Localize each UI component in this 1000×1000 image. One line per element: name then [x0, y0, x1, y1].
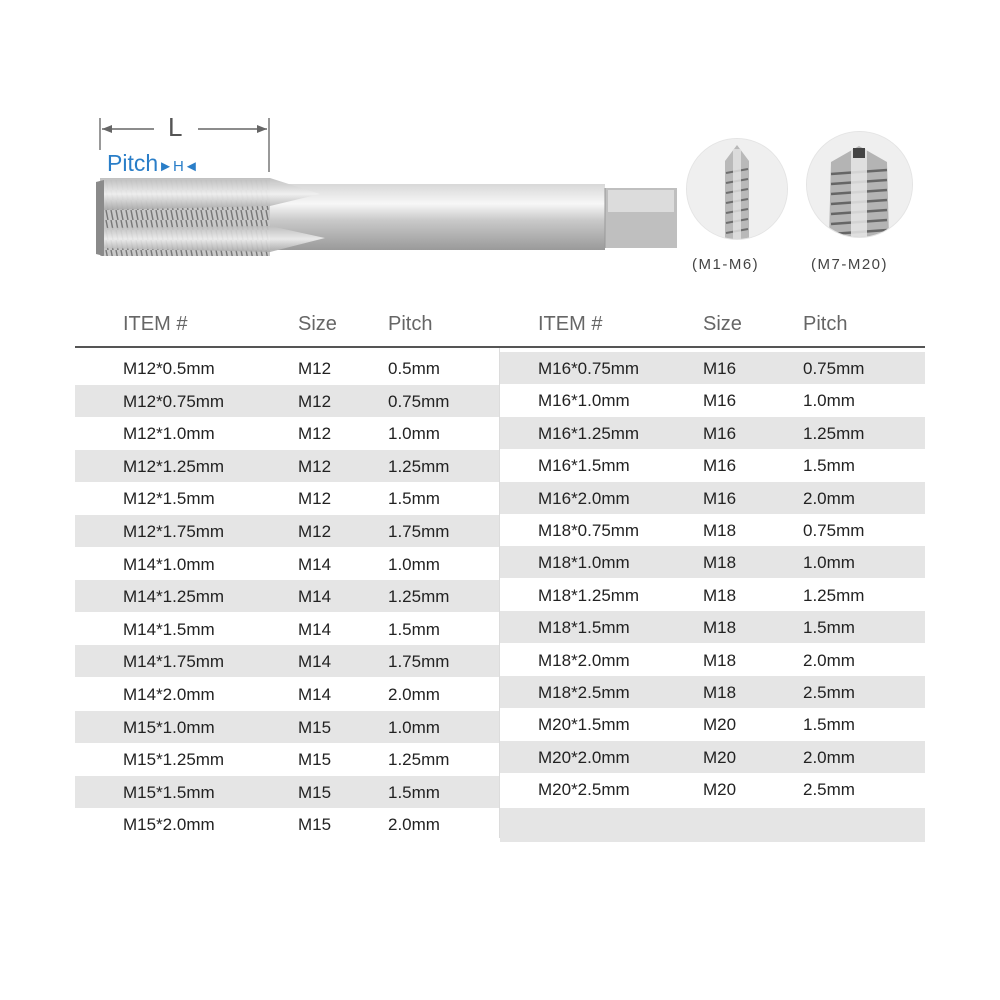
size-cell: M14: [298, 554, 332, 574]
item-cell: M15*1.25mm: [123, 750, 225, 770]
pitch-cell: 2.0mm: [388, 815, 440, 835]
size-cell: M15: [298, 750, 332, 770]
table-row-empty: [500, 808, 925, 842]
size-cell: M18: [703, 683, 737, 702]
table-row: [500, 546, 925, 578]
table-row: [500, 449, 925, 481]
table-row: [75, 352, 499, 384]
item-cell: M20*1.5mm: [538, 715, 630, 735]
item-cell: M14*1.75mm: [123, 652, 225, 672]
size-cell: M15: [298, 717, 332, 737]
item-cell: M15*1.0mm: [123, 717, 215, 737]
size-cell: M12: [298, 424, 332, 444]
table-row: [75, 645, 499, 677]
pitch-cell: 1.25mm: [388, 456, 450, 476]
header-item-right: ITEM #: [538, 313, 603, 335]
table-row: [500, 579, 925, 611]
table-row: [500, 676, 925, 708]
header-rule: [75, 346, 925, 348]
item-cell: M18*2.5mm: [538, 683, 630, 702]
table-row: [500, 352, 925, 384]
table-row: [75, 515, 499, 547]
item-cell: M16*1.0mm: [538, 391, 630, 411]
size-cell: M15: [298, 815, 332, 835]
table-header: [75, 313, 925, 347]
size-cell: M16: [703, 456, 737, 476]
item-cell: M16*1.25mm: [538, 423, 640, 443]
table-row: [75, 385, 499, 417]
item-cell: M14*1.25mm: [123, 587, 225, 607]
pitch-cell: 1.0mm: [388, 717, 440, 737]
header-size-right: Size: [703, 313, 742, 335]
item-cell: M18*2.0mm: [538, 650, 630, 670]
pitch-cell: 1.75mm: [388, 522, 450, 541]
size-cell: M20: [703, 780, 737, 800]
pitch-cell: 1.5mm: [803, 618, 855, 638]
table-row: [500, 611, 925, 643]
pitch-cell: 1.5mm: [388, 782, 440, 802]
pitch-cell: 1.25mm: [803, 423, 865, 443]
pitch-cell: 1.25mm: [388, 587, 450, 607]
header-item-left: ITEM #: [123, 313, 188, 335]
pitch-cell: 1.25mm: [388, 750, 450, 770]
table-row: [500, 741, 925, 773]
product-illustration: [0, 0, 1000, 300]
size-cell: M18: [703, 585, 737, 605]
pitch-cell: 2.5mm: [803, 780, 855, 800]
header-pitch-right: Pitch: [803, 313, 848, 335]
pitch-cell: 1.75mm: [388, 652, 450, 672]
pitch-cell: 0.75mm: [803, 359, 865, 378]
detail-range-large: (M7-M20): [811, 256, 889, 273]
table-row: [75, 417, 499, 449]
size-cell: M15: [298, 782, 332, 802]
size-cell: M18: [703, 521, 737, 540]
size-cell: M18: [703, 650, 737, 670]
size-cell: M14: [298, 685, 332, 704]
item-cell: M12*0.75mm: [123, 391, 225, 411]
size-cell: M12: [298, 359, 332, 378]
tap-tip-detail-large: [806, 131, 913, 238]
pitch-cell: 1.0mm: [388, 424, 440, 444]
item-cell: M14*1.0mm: [123, 554, 215, 574]
item-cell: M16*2.0mm: [538, 488, 630, 508]
table-row: [500, 482, 925, 514]
size-cell: M16: [703, 423, 737, 443]
item-cell: M12*1.5mm: [123, 489, 215, 509]
item-cell: M16*0.75mm: [538, 359, 640, 378]
table-row: [500, 417, 925, 449]
table-row: [75, 613, 499, 645]
table-row: [75, 743, 499, 775]
pitch-cell: 1.5mm: [388, 619, 440, 639]
item-cell: M12*0.5mm: [123, 359, 215, 378]
pitch-cell: 1.25mm: [803, 585, 865, 605]
size-cell: M12: [298, 522, 332, 541]
table-row: [500, 773, 925, 805]
pitch-cell: 1.5mm: [803, 456, 855, 476]
item-cell: M18*1.0mm: [538, 553, 630, 573]
pitch-cell: 0.75mm: [388, 391, 450, 411]
table-row: [75, 678, 499, 710]
item-cell: M20*2.5mm: [538, 780, 630, 800]
item-cell: M12*1.75mm: [123, 522, 225, 541]
size-cell: M16: [703, 359, 737, 378]
pitch-cell: 2.0mm: [388, 685, 440, 704]
pitch-cell: 0.5mm: [388, 359, 440, 378]
length-label: L: [168, 112, 183, 142]
pitch-cell: 1.5mm: [388, 489, 440, 509]
table-row: [75, 808, 499, 840]
pitch-label: Pitch►H◄: [107, 150, 199, 176]
item-cell: M18*0.75mm: [538, 521, 640, 540]
size-cell: M12: [298, 391, 332, 411]
table-row: [75, 711, 499, 743]
item-cell: M18*1.25mm: [538, 585, 640, 605]
pitch-symbol: ►H◄: [158, 158, 199, 175]
table-row: [500, 644, 925, 676]
pitch-cell: 1.5mm: [803, 715, 855, 735]
table-row: [500, 514, 925, 546]
detail-range-small: (M1-M6): [692, 256, 760, 273]
size-cell: M14: [298, 652, 332, 672]
item-cell: M15*2.0mm: [123, 815, 215, 835]
table-row: [75, 482, 499, 514]
header-size-left: Size: [298, 313, 337, 335]
pitch-cell: 2.0mm: [803, 488, 855, 508]
pitch-cell: 2.5mm: [803, 683, 855, 702]
item-cell: M12*1.25mm: [123, 456, 225, 476]
table-row: [75, 548, 499, 580]
item-cell: M14*1.5mm: [123, 619, 215, 639]
size-cell: M12: [298, 489, 332, 509]
item-cell: M18*1.5mm: [538, 618, 630, 638]
size-cell: M12: [298, 456, 332, 476]
item-cell: M20*2.0mm: [538, 747, 630, 767]
item-cell: M12*1.0mm: [123, 424, 215, 444]
item-cell: M16*1.5mm: [538, 456, 630, 476]
size-cell: M18: [703, 553, 737, 573]
table-row: [500, 708, 925, 740]
pitch-cell: 1.0mm: [388, 554, 440, 574]
table-row: [75, 450, 499, 482]
size-cell: M20: [703, 715, 737, 735]
tap-tip-detail-small: [686, 138, 788, 240]
table-row: [500, 384, 925, 416]
size-cell: M18: [703, 618, 737, 638]
pitch-cell: 0.75mm: [803, 521, 865, 540]
pitch-cell: 2.0mm: [803, 747, 855, 767]
item-cell: M15*1.5mm: [123, 782, 215, 802]
header-pitch-left: Pitch: [388, 313, 433, 335]
pitch-cell: 1.0mm: [803, 553, 855, 573]
pitch-cell: 2.0mm: [803, 650, 855, 670]
table-row: [75, 776, 499, 808]
size-cell: M14: [298, 619, 332, 639]
size-cell: M16: [703, 488, 737, 508]
size-cell: M20: [703, 747, 737, 767]
item-cell: M14*2.0mm: [123, 685, 215, 704]
size-cell: M16: [703, 391, 737, 411]
size-cell: M14: [298, 587, 332, 607]
table-row: [75, 580, 499, 612]
pitch-cell: 1.0mm: [803, 391, 855, 411]
